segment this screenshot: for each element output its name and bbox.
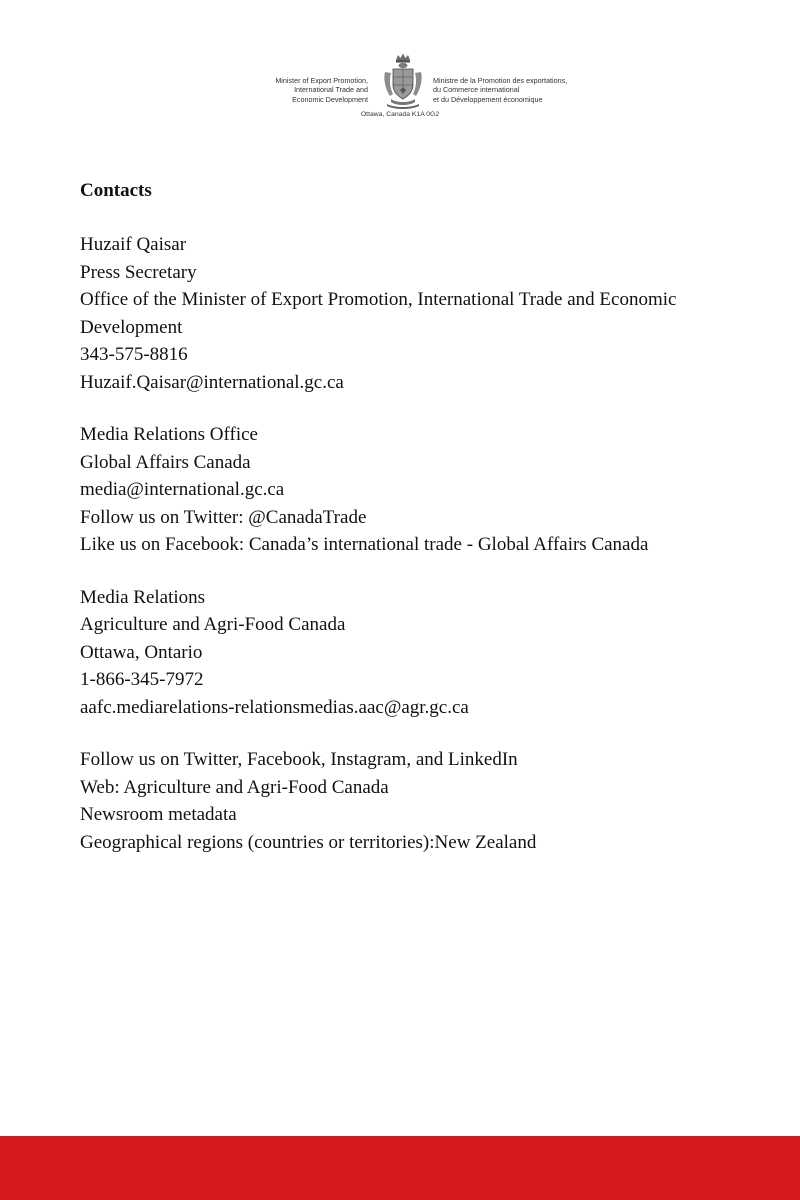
contact-phone[interactable]: 343-575-8816 bbox=[80, 344, 188, 365]
contact-department: Agriculture and Agri-Food Canada bbox=[80, 614, 346, 635]
contact-email[interactable]: media@international.gc.ca bbox=[80, 479, 285, 500]
contact-email[interactable]: Huzaif.Qaisar@international.gc.ca bbox=[80, 371, 344, 393]
newsroom-metadata-label: Newsroom metadata bbox=[80, 804, 237, 825]
contacts-heading: Contacts bbox=[80, 180, 152, 201]
letterhead-french bbox=[433, 76, 567, 104]
letterhead-english-line: Economic Development bbox=[292, 94, 368, 104]
contact-location: Ottawa, Ontario bbox=[80, 641, 203, 663]
contact-phone[interactable]: 1-866-345-7972 bbox=[80, 669, 204, 690]
contact-office-name: Media Relations Office bbox=[80, 424, 258, 445]
letterhead-french-line: et du Développement économique bbox=[433, 94, 543, 104]
letterhead-english-line: Minister of Export Promotion, bbox=[275, 76, 368, 85]
social-follow-line[interactable]: Follow us on Twitter, Facebook, Instagram, and LinkedIn bbox=[80, 749, 518, 770]
contact-block-global-affairs bbox=[80, 421, 720, 559]
contact-block-social-metadata bbox=[80, 746, 720, 856]
footer-red-bar bbox=[0, 1136, 800, 1200]
contact-block-press-secretary bbox=[80, 231, 720, 396]
web-link[interactable]: Web: Agriculture and Agri-Food Canada bbox=[80, 776, 389, 798]
geographical-regions: Geographical regions (countries or territories):New Zealand bbox=[80, 831, 537, 853]
letterhead bbox=[0, 50, 800, 130]
letterhead-french-line: du Commerce international bbox=[433, 85, 520, 95]
contact-facebook[interactable]: Like us on Facebook: Canada’s international trade - Global Affairs Canada bbox=[80, 534, 649, 555]
canada-coat-of-arms-icon bbox=[381, 52, 425, 110]
contacts-section bbox=[80, 176, 720, 881]
contact-twitter[interactable]: Follow us on Twitter: @CanadaTrade bbox=[80, 506, 367, 528]
letterhead-english-line: International Trade and bbox=[294, 85, 368, 95]
contact-department: Global Affairs Canada bbox=[80, 451, 251, 473]
contact-email[interactable]: aafc.mediarelations-relationsmedias.aac@agr.gc.ca bbox=[80, 696, 469, 718]
contact-office-name: Media Relations bbox=[80, 586, 206, 608]
contact-office: Office of the Minister of Export Promotion, International Trade and Economic Development bbox=[80, 289, 677, 338]
letterhead-french-line: Ministre de la Promotion des exportations, bbox=[433, 76, 568, 85]
letterhead-address: Ottawa, Canada K1A 0G2 bbox=[360, 111, 440, 118]
contact-title: Press Secretary bbox=[80, 261, 197, 283]
letterhead-english bbox=[275, 76, 368, 104]
contact-block-agriculture bbox=[80, 584, 720, 722]
contact-name: Huzaif Qaisar bbox=[80, 234, 187, 255]
